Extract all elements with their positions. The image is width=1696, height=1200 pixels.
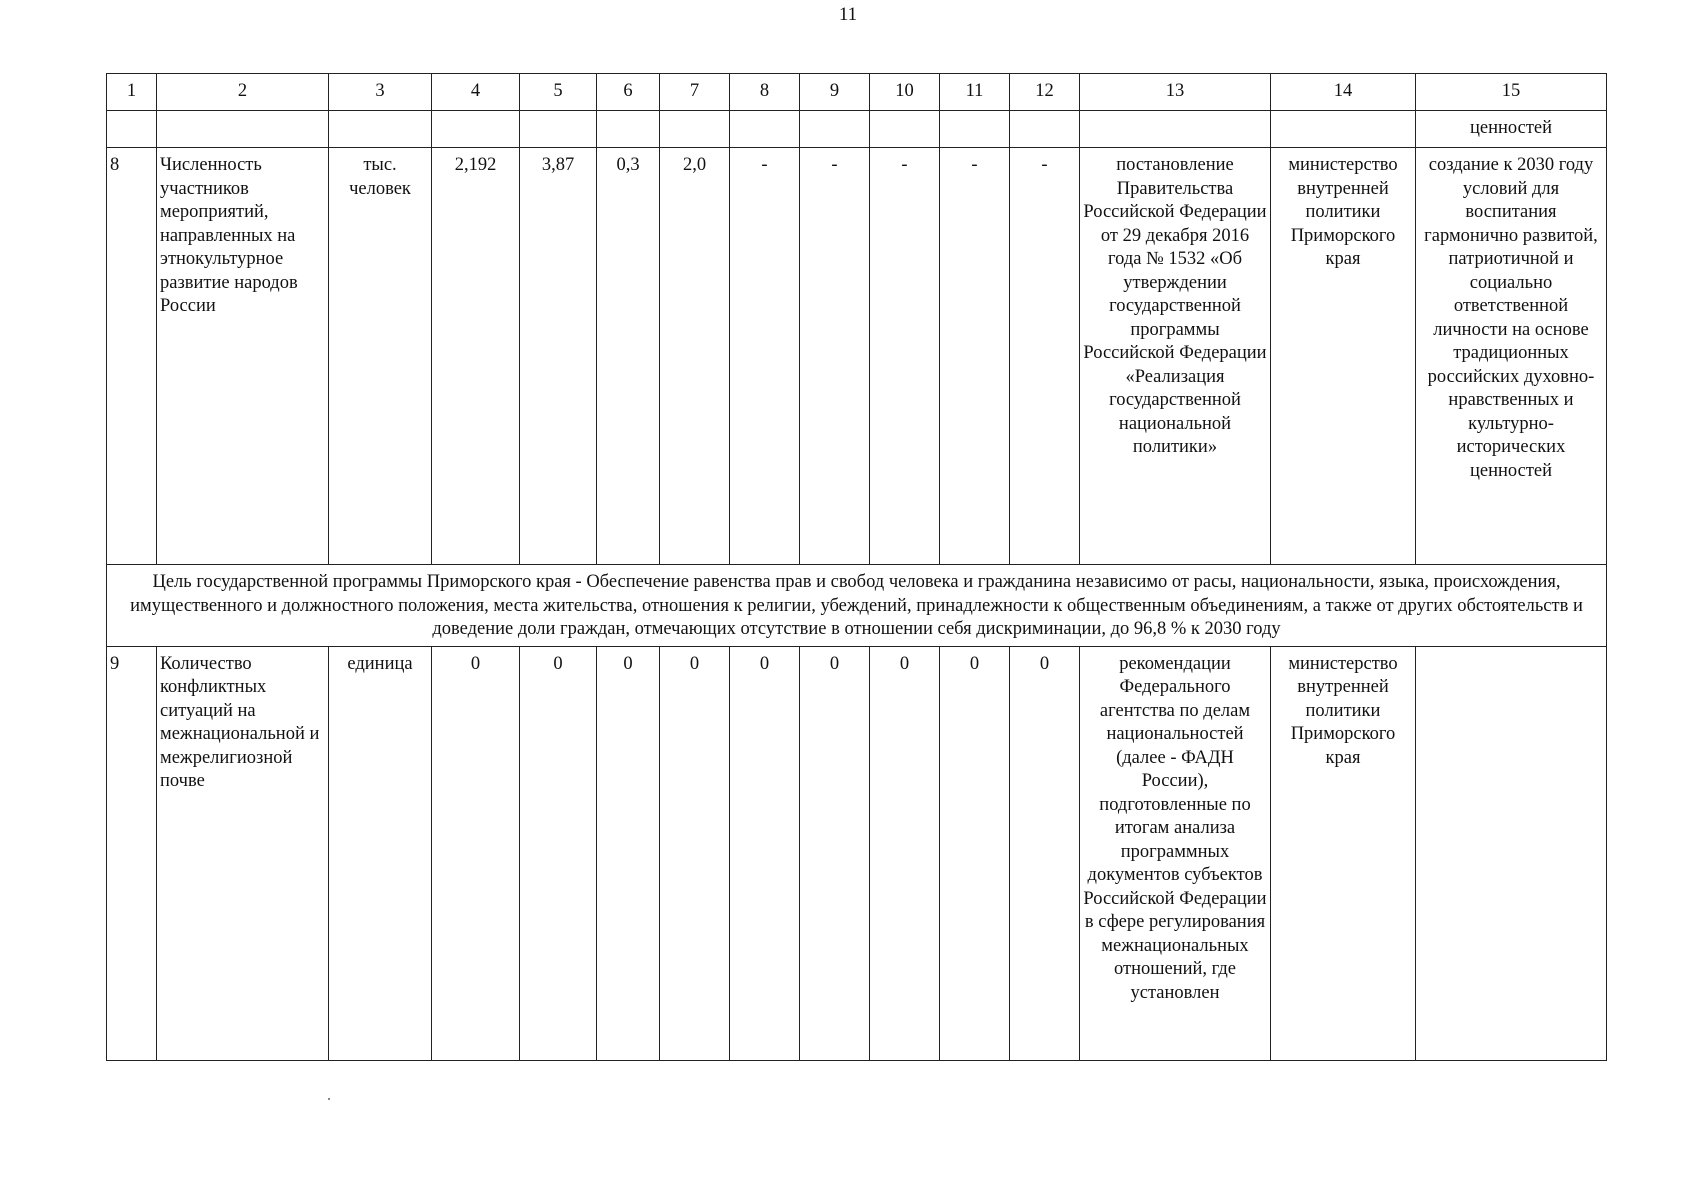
col-header: 9 — [800, 74, 870, 111]
unit: тыс. человек — [329, 148, 432, 565]
value-cell: 0 — [800, 646, 870, 1060]
col-header: 1 — [107, 74, 157, 111]
source-document: рекомендации Федерального агентства по делам национальностей (далее - ФАДН России), подготовленные по итогам анализа программных документов субъектов Российской Федерации в сфере регулирования межнациональных отношений, где установлен — [1080, 646, 1271, 1060]
value-cell: 2,192 — [432, 148, 520, 565]
value-cell: 0 — [660, 646, 730, 1060]
col-header: 15 — [1416, 74, 1607, 111]
unit: единица — [329, 646, 432, 1060]
col-header: 13 — [1080, 74, 1271, 111]
value-cell: 0 — [432, 646, 520, 1060]
row-number: 8 — [107, 148, 157, 565]
col-header: 2 — [157, 74, 329, 111]
value-cell: 0 — [940, 646, 1010, 1060]
indicator-name: Численность участников мероприятий, направленных на этнокультурное развитие народов России — [157, 148, 329, 565]
continued-row — [107, 111, 1607, 148]
value-cell: 0,3 — [597, 148, 660, 565]
goal-link: создание к 2030 году условий для воспитания гармонично развитой, патриотичной и социально ответственной личности на основе традиционных российских духовно-нравственных и культурно-исторических ценностей — [1416, 148, 1607, 565]
col-header: 14 — [1271, 74, 1416, 111]
col-header: 3 — [329, 74, 432, 111]
value-cell: - — [800, 148, 870, 565]
responsible-body: министерство внутренней политики Приморского края — [1271, 646, 1416, 1060]
col-header: 5 — [520, 74, 597, 111]
indicators-table — [106, 73, 1607, 1061]
value-cell: - — [730, 148, 800, 565]
table-row-8 — [107, 148, 1607, 565]
program-goal-row — [107, 565, 1607, 647]
source-document: постановление Правительства Российской Федерации от 29 декабря 2016 года № 1532 «Об утверждении государственной программы Российской Федерации «Реализация государственной национальной политики» — [1080, 148, 1271, 565]
col-header: 6 — [597, 74, 660, 111]
value-cell: 0 — [730, 646, 800, 1060]
col-header: 4 — [432, 74, 520, 111]
scan-speck — [328, 1098, 330, 1100]
table-row-9 — [107, 646, 1607, 1060]
column-number-row — [107, 74, 1607, 111]
value-cell: 0 — [1010, 646, 1080, 1060]
col-header: 7 — [660, 74, 730, 111]
value-cell: - — [940, 148, 1010, 565]
program-goal-text: Цель государственной программы Приморского края - Обеспечение равенства прав и свобод человека и гражданина независимо от расы, национальности, языка, происхождения, имущественного и должностного положения, места жительства, отношения к религии, убеждений, принадлежности к общественным объединениям, а также от других обстоятельств и доведение доли граждан, отмечающих отсутствие в отношении себя дискриминации, до 96,8 % к 2030 году — [107, 565, 1607, 647]
indicator-name: Количество конфликтных ситуаций на межнациональной и межрелигиозной почве — [157, 646, 329, 1060]
goal-link — [1416, 646, 1607, 1060]
value-cell: 2,0 — [660, 148, 730, 565]
col-header: 10 — [870, 74, 940, 111]
value-cell: - — [1010, 148, 1080, 565]
row-number: 9 — [107, 646, 157, 1060]
col-header: 11 — [940, 74, 1010, 111]
continued-goal-cell: ценностей — [1416, 111, 1607, 148]
value-cell: - — [870, 148, 940, 565]
col-header: 12 — [1010, 74, 1080, 111]
page-number: 11 — [838, 4, 858, 25]
col-header: 8 — [730, 74, 800, 111]
value-cell: 0 — [520, 646, 597, 1060]
responsible-body: министерство внутренней политики Приморского края — [1271, 148, 1416, 565]
value-cell: 0 — [597, 646, 660, 1060]
value-cell: 0 — [870, 646, 940, 1060]
value-cell: 3,87 — [520, 148, 597, 565]
